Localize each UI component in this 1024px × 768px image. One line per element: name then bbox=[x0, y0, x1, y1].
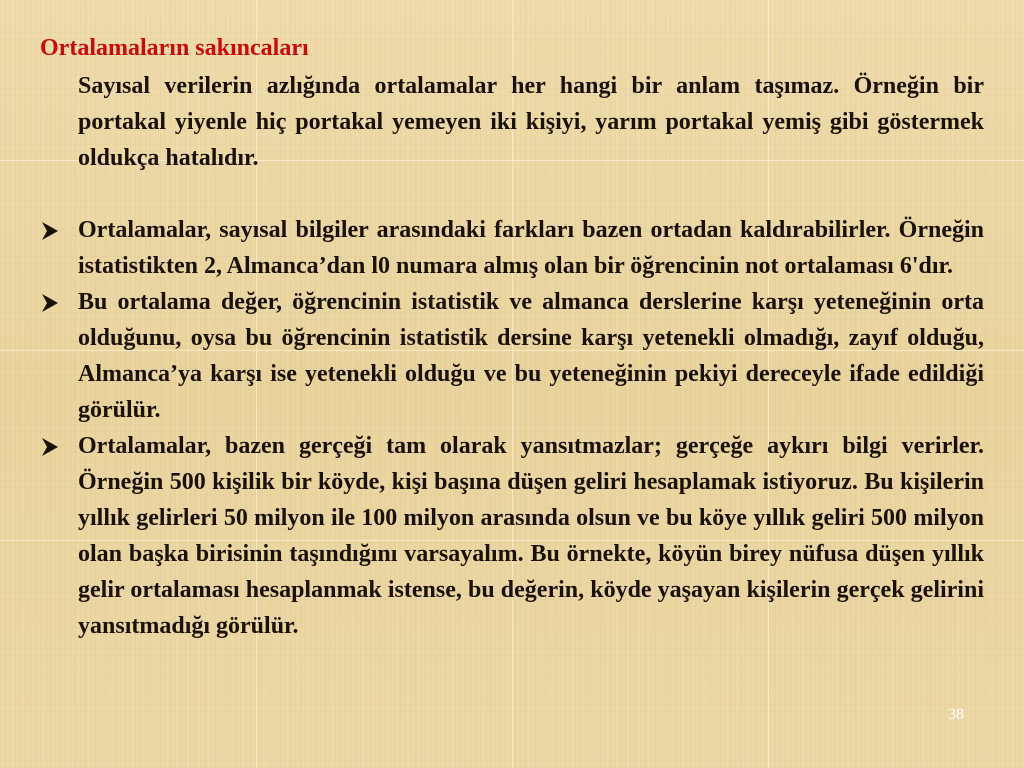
bullet-item bbox=[40, 284, 984, 428]
arrow-bullet-icon bbox=[40, 221, 60, 241]
page-number: 38 bbox=[948, 706, 964, 723]
bullet-text: Ortalamalar, bazen gerçeği tam olarak yansıtmazlar; gerçeğe aykırı bilgi verirler. Örneğin 500 kişilik bir köyde, kişi başına düşen geliri hesaplamak istiyoruz. Bu kişilerin yıllık gelirleri 50 milyon ile 100 milyon arasında olsun ve bu köye yıllık geliri 500 milyon olan başka birisinin taşındığını varsayalım. Bu örnekte, köyün birey nüfusa düşen yıllık gelir ortalaması hesaplanmak istense, bu değerin, köyde yaşayan kişilerin gerçek gelirini yansıtmadığı görülür. bbox=[78, 433, 984, 639]
arrow-bullet-icon bbox=[40, 293, 60, 313]
bullet-item bbox=[40, 212, 984, 284]
bullet-text: Ortalamalar, sayısal bilgiler arasındaki farkları bazen ortadan kaldırabilirler. Örneğin istatistikten 2, Almanca’dan l0 numara almış olan bir öğrencinin not ortalaması 6'dır. bbox=[78, 217, 984, 279]
intro-paragraph: Sayısal verilerin azlığında ortalamalar her hangi bir anlam taşımaz. Örneğin bir portakal yiyenle hiç portakal yemeyen iki kişiyi, yarım portakal yemiş gibi göstermek oldukça hatalıdır. bbox=[78, 73, 984, 171]
bullet-item bbox=[40, 428, 984, 644]
slide-content bbox=[40, 68, 984, 644]
paragraph-spacer bbox=[40, 176, 984, 212]
slide-title: Ortalamaların sakıncaları bbox=[40, 35, 309, 61]
bullet-text: Bu ortalama değer, öğrencinin istatistik ve almanca derslerine karşı yeteneğinin orta olduğunu, oysa bu öğrencinin istatistik dersine karşı yetenekli olmadığı, zayıf olduğu, Almanca’ya karşı ise yetenekli olduğu ve bu yeteneğinin pekiyi dereceyle ifade edildiği görülür. bbox=[78, 289, 984, 423]
arrow-bullet-icon bbox=[40, 437, 60, 457]
